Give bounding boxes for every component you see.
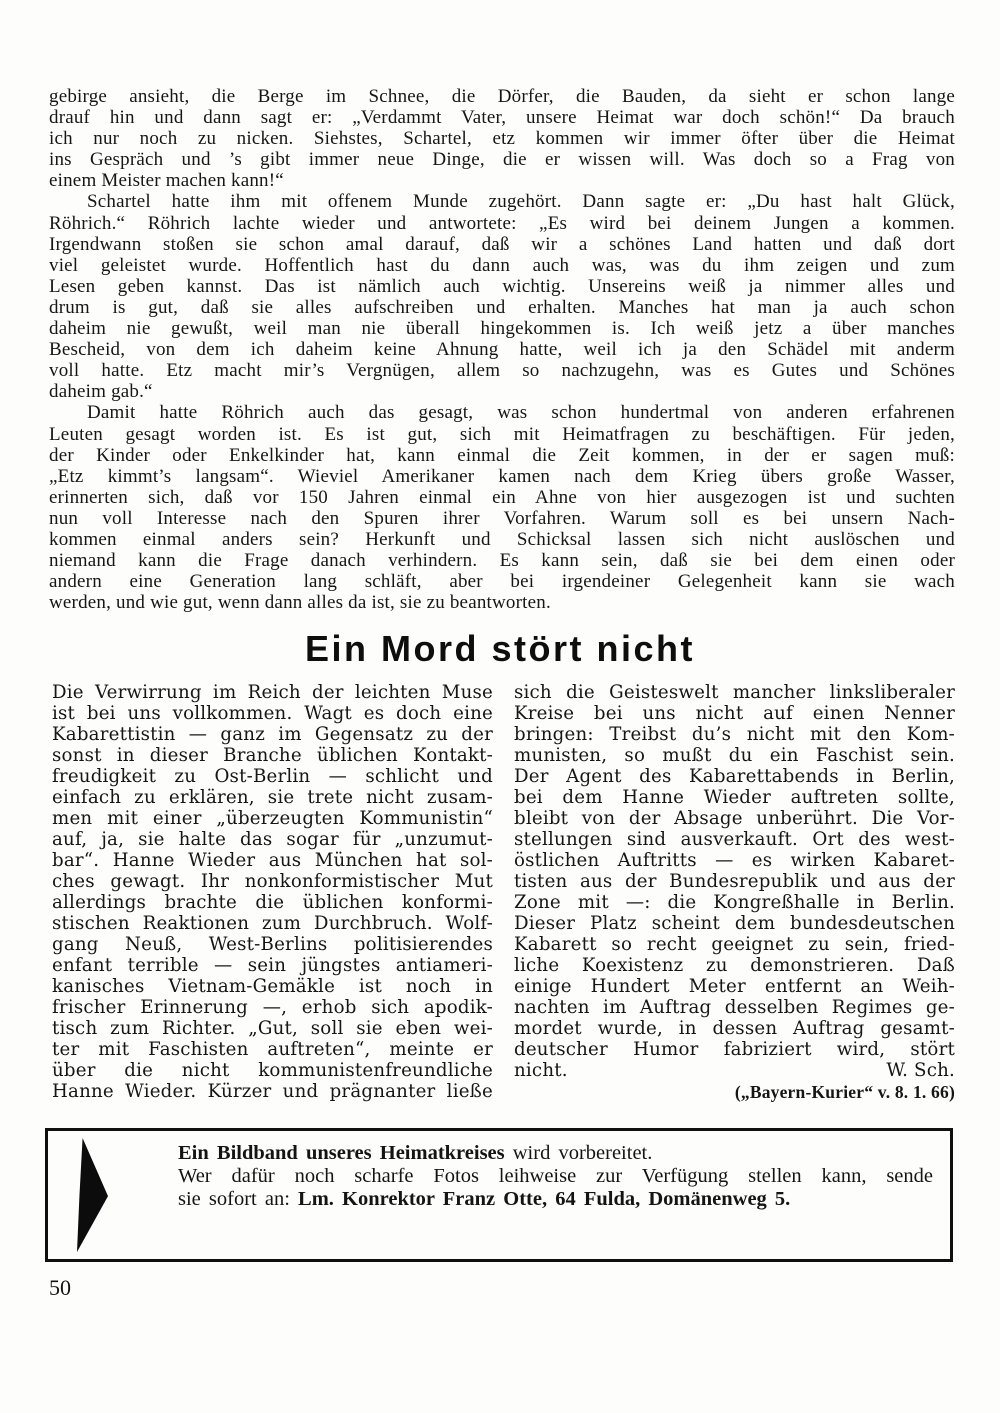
text-line: bei dem Hanne Wieder auftreten sollte, <box>514 787 955 808</box>
text-line: men mit einer „überzeugten Kommunistin“ <box>52 808 493 829</box>
text-line: kommen einmal anders sein? Herkunft und Schicksal lassen sich nicht auslöschen und <box>49 528 955 550</box>
right-arrow-icon <box>77 1138 108 1252</box>
text-line: ist bei uns vollkommen. Wagt es doch eine <box>52 703 493 724</box>
text-line: gebirge ansieht, die Berge im Schnee, die Dörfer, die Bauden, da sieht er schon lange <box>49 86 955 107</box>
text-line: der Kinder oder Enkelkinder hat, kann einmal die Zeit kommen, in der er sagen muß: <box>49 444 955 466</box>
text-line: viel geleistet wurde. Hoffentlich hast du dann auch was, was du ihm zeigen und zum <box>49 254 955 276</box>
notice-address-prefix: sie sofort an: <box>178 1188 299 1210</box>
text-line: Leuten gesagt worden ist. Es ist gut, sich mit Heimatfragen zu beschäftigen. Für jeden, <box>49 423 955 445</box>
continued-article-text <box>49 86 955 613</box>
notice-title-rest: wird vorbereitet. <box>504 1142 653 1164</box>
text-line: niemand kann die Frage danach verhindern. Es kann sein, daß sie bei dem einen oder <box>49 550 955 572</box>
text-line: erinnerten sich, daß vor 150 Jahren einmal ein Ahne von hier ausgezogen ist und suchten <box>49 486 955 508</box>
text-line: bringen: Treibst du’s nicht mit den Kom- <box>514 724 955 745</box>
text-line: Die Verwirrung im Reich der leichten Muse <box>52 682 493 703</box>
text-line: drauf hin und dann sagt er: „Verdammt Vater, unsere Heimat war doch schön!“ Da brauch <box>49 107 955 129</box>
right-column-lines <box>514 682 955 1060</box>
text-line: Der Agent des Kabarettabends in Berlin, <box>514 766 955 787</box>
text-line: nun voll Interesse nach den Spuren ihrer Vorfahren. Warum soll es bei unsern Nach- <box>49 507 955 529</box>
text-line: Dieser Platz scheint dem bundesdeutschen <box>514 913 955 934</box>
text-line: tisch zum Richter. „Gut, soll sie eben wei- <box>52 1018 493 1039</box>
text-line: daheim nie gewußt, weil man nie überall hingekommen is. Ich weiß jetz a über manches <box>49 318 955 340</box>
text-line: Bescheid, von dem ich daheim keine Ahnung hatte, weil ich ja den Schädel mit anderm <box>49 339 955 361</box>
page-number: 50 <box>49 1275 71 1300</box>
text-line: voll hatte. Etz macht mir’s Vergnügen, allem so nachzugehn, was es Gutes und Schönes <box>49 360 955 382</box>
text-line: auf, ja, sie halte das sogar für „unzumut- <box>52 829 493 850</box>
left-column <box>52 682 493 1103</box>
text-line: werden, und wie gut, wenn dann alles da ist, sie zu beantworten. <box>49 592 551 614</box>
text-line: ter mit Faschisten auftreten“, meinte er <box>52 1039 493 1060</box>
text-line: Lesen geben kannst. Das ist nämlich auch wichtig. Unsereins weiß ja nimmer alles und <box>49 275 955 297</box>
text-line: sonst in dieser Branche üblichen Kontakt- <box>52 745 493 766</box>
text-line: Hanne Wieder. Kürzer und prägnanter ließe <box>52 1081 493 1102</box>
text-line: stellungen sind ausverkauft. Ort des west- <box>514 829 955 850</box>
article-title: Ein Mord stört nicht <box>305 628 695 669</box>
notice-title-bold: Ein Bildband unseres Heimatkreises <box>178 1142 505 1164</box>
paragraph-1 <box>49 86 955 191</box>
text-line: „Etz kimmt’s langsam“. Wieviel Amerikaner kamen nach dem Krieg übers große Wasser, <box>49 465 955 487</box>
text-line: einem Meister machen kann!“ <box>49 170 284 192</box>
text-line: östlichen Auftritts — es wirken Kabaret- <box>514 850 955 871</box>
text-line: munisten, so mußt du ein Faschist sein. <box>514 745 955 766</box>
last-line-text: nicht. <box>514 1060 568 1081</box>
text-line: bar“. Hanne Wieder aus München hat sol- <box>52 850 493 871</box>
text-line: einfach zu erklären, sie trete nicht zusam- <box>52 787 493 808</box>
text-line: Kreise bei uns nicht auf einen Nenner <box>514 703 955 724</box>
text-line: daheim gab.“ <box>49 381 153 403</box>
text-line: Kabarett so recht geeignet zu sein, fried- <box>514 934 955 955</box>
text-line: freudigkeit zu Ost-Berlin — schlicht und <box>52 766 493 787</box>
text-line: nachten im Auftrag desselben Regimes ge- <box>514 997 955 1018</box>
text-line: frischer Erinnerung —, erhob sich apodik- <box>52 997 493 1018</box>
paragraph-3 <box>49 402 955 613</box>
signature-line <box>514 1060 955 1081</box>
text-line: gang Neuß, West-Berlins politisierendes <box>52 934 493 955</box>
text-line: einige Hundert Meter entfernt an Weih- <box>514 976 955 997</box>
text-line: sich die Geisteswelt mancher linksliberaler <box>514 682 955 703</box>
text-line: enfant terrible — sein jüngstes antiameri- <box>52 955 493 976</box>
text-line: drum is gut, daß sie alles aufschreiben und erhalten. Manches hat man ja auch schon <box>49 296 955 318</box>
notice-line-2: Wer dafür noch scharfe Fotos leihweise zur Verfügung stellen kann, sende <box>178 1165 933 1187</box>
notice-text <box>178 1142 933 1211</box>
text-line: über die nicht kommunistenfreundliche <box>52 1060 493 1081</box>
author-initials: W. Sch. <box>886 1060 955 1081</box>
notice-box <box>45 1128 953 1262</box>
source-attribution: („Bayern-Kurier“ v. 8. 1. 66) <box>734 1082 955 1102</box>
text-line: allerdings brachte die üblichen konformi- <box>52 892 493 913</box>
right-column <box>514 682 955 1103</box>
text-line: bleibt von der Absage unberührt. Die Vor- <box>514 808 955 829</box>
text-line: ches gewagt. Ihr nonkonformistischer Mut <box>52 871 493 892</box>
text-line: andern eine Generation lang schläft, aber bei irgendeiner Gelegenheit kann sie wach <box>49 571 955 593</box>
text-line: Irgendwann stoßen sie schon amal darauf, daß wir a schönes Land hatten und daß dort <box>49 233 955 255</box>
text-line: Röhrich.“ Röhrich lachte wieder und antwortete: „Es wird bei deinem Jungen a kommen. <box>49 212 955 234</box>
article-body <box>52 682 955 1103</box>
notice-address-bold: Lm. Konrektor Franz Otte, 64 Fulda, Domänenweg 5. <box>298 1188 791 1210</box>
text-line: ins Gespräch und ’s gibt immer neue Dinge, die er wissen will. Was doch so a Frag von <box>49 149 955 171</box>
text-line: liche Koexistenz zu demonstrieren. Daß <box>514 955 955 976</box>
notice-line-1 <box>178 1142 933 1165</box>
paragraph-2 <box>49 191 955 402</box>
text-line: deutscher Humor fabriziert wird, stört <box>514 1039 955 1060</box>
text-line: Damit hatte Röhrich auch das gesagt, was schon hundertmal von anderen erfahrenen <box>87 402 955 424</box>
text-line: Zone mit —: die Kongreßhalle in Berlin. <box>514 892 955 913</box>
text-line: kanisches Vietnam-Gemäkle ist noch in <box>52 976 493 997</box>
text-line: ich nur noch zu nicken. Siehstes, Schartel, etz kommen wir immer öfter über die Heimat <box>49 128 955 150</box>
text-line: Schartel hatte ihm mit offenem Munde zugehört. Dann sagte er: „Du hast halt Glück, <box>87 191 955 213</box>
text-line: tisten aus der Bundesrepublik und aus der <box>514 871 955 892</box>
notice-line-3 <box>178 1188 933 1211</box>
text-line: Kabarettistin — ganz im Gegensatz zu der <box>52 724 493 745</box>
text-line: stischen Reaktionen zum Durchbruch. Wolf- <box>52 913 493 934</box>
text-line: mordet wurde, in dessen Auftrag gesamt- <box>514 1018 955 1039</box>
